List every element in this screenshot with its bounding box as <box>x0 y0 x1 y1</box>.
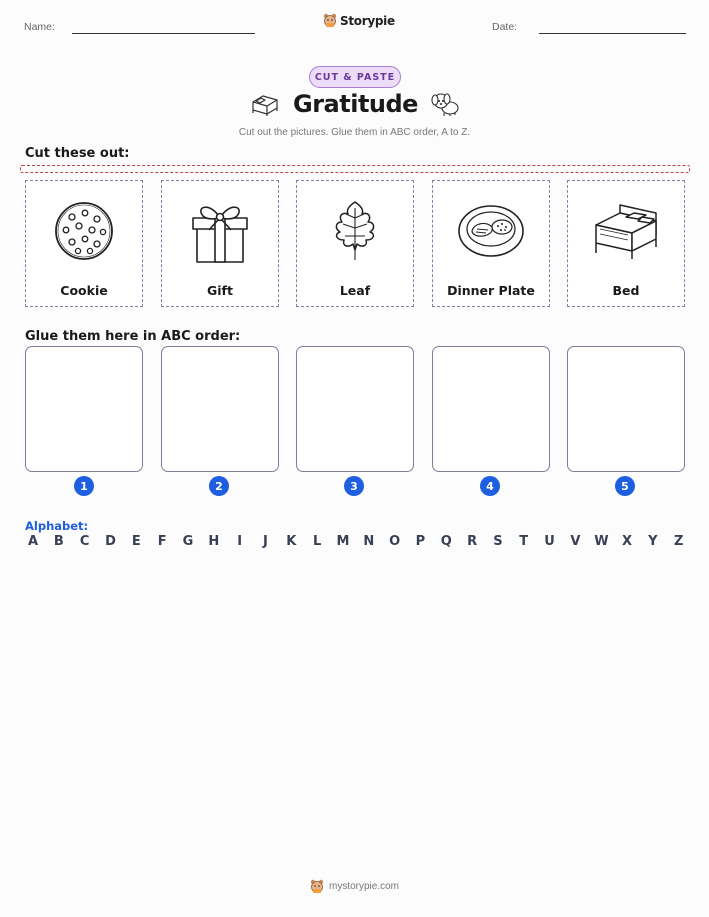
name-label: Name: <box>24 21 55 33</box>
alphabet-letter: A <box>27 534 39 549</box>
glue-slot-2[interactable] <box>161 346 279 472</box>
slot-number-badge: 3 <box>344 476 364 496</box>
leaf-icon <box>328 198 382 264</box>
alphabet-letter: L <box>312 534 322 549</box>
glue-slot-1[interactable] <box>25 346 143 472</box>
alphabet-letter: S <box>493 534 503 549</box>
cut-card-dinner-plate[interactable] <box>432 180 550 307</box>
slot-number-badge: 4 <box>480 476 500 496</box>
page-title: Gratitude <box>293 90 418 118</box>
bed-icon <box>249 92 281 116</box>
slot-number-badge: 5 <box>615 476 635 496</box>
alphabet-letter: B <box>53 534 64 549</box>
gift-icon <box>189 198 251 264</box>
alphabet-letter: U <box>544 534 555 549</box>
alphabet-letter: D <box>105 534 116 549</box>
glue-heading: Glue them here in ABC order: <box>25 329 241 344</box>
alphabet-letter: K <box>286 534 297 549</box>
card-label: Cookie <box>60 283 108 298</box>
card-label: Leaf <box>339 283 371 298</box>
cut-heading: Cut these out: <box>25 146 130 161</box>
cut-card-cookie[interactable] <box>25 180 143 307</box>
slot-number-badge: 2 <box>209 476 229 496</box>
alphabet-letter: N <box>363 534 375 549</box>
alphabet-letter: H <box>208 534 220 549</box>
alphabet-letter: G <box>182 534 194 549</box>
alphabet-letter: Y <box>648 534 658 549</box>
alphabet-letter: E <box>131 534 141 549</box>
glue-slot-3[interactable] <box>296 346 414 472</box>
glue-slot-5[interactable] <box>567 346 685 472</box>
footer <box>0 879 709 894</box>
alphabet-letter: J <box>263 534 268 549</box>
storypie-mascot-icon <box>310 879 324 894</box>
alphabet-letter: T <box>519 534 529 549</box>
cut-card-gift[interactable] <box>161 180 279 307</box>
alphabet-letter: P <box>415 534 426 549</box>
date-line[interactable] <box>539 33 686 34</box>
alphabet-letter: I <box>237 534 243 549</box>
alphabet-row <box>26 534 686 549</box>
bed-icon <box>590 201 662 261</box>
alphabet-heading: Alphabet: <box>25 519 89 533</box>
alphabet-letter: F <box>157 534 167 549</box>
slot-number-badge: 1 <box>74 476 94 496</box>
name-line[interactable] <box>72 33 255 34</box>
alphabet-letter: O <box>389 534 401 549</box>
glue-slot-4[interactable] <box>432 346 550 472</box>
cut-paste-badge: CUT & PASTE <box>309 66 401 88</box>
alphabet-letter: X <box>622 534 633 549</box>
alphabet-letter: R <box>467 534 478 549</box>
cut-line <box>20 165 690 173</box>
alphabet-letter: Q <box>440 534 452 549</box>
alphabet-letter: Z <box>673 534 684 549</box>
date-label: Date: <box>492 21 518 33</box>
cookie-icon <box>52 199 116 263</box>
footer-url[interactable]: mystorypie.com <box>328 881 399 892</box>
storypie-mascot-icon <box>323 13 337 28</box>
cut-card-bed[interactable] <box>567 180 685 307</box>
alphabet-letter: C <box>79 534 90 549</box>
alphabet-letter: M <box>336 534 350 549</box>
brand-name: Storypie <box>340 13 395 28</box>
title-row <box>0 90 709 118</box>
alphabet-letter: V <box>570 534 581 549</box>
instructions: Cut out the pictures. Glue them in ABC order, A to Z. <box>238 127 471 138</box>
card-label: Dinner Plate <box>447 283 535 298</box>
dinner-plate-icon <box>456 203 526 259</box>
storypie-logo <box>323 13 395 28</box>
alphabet-letter: W <box>594 534 609 549</box>
cut-card-leaf[interactable] <box>296 180 414 307</box>
puppy-icon <box>430 91 460 117</box>
card-label: Gift <box>207 283 233 298</box>
card-label: Bed <box>612 283 640 298</box>
